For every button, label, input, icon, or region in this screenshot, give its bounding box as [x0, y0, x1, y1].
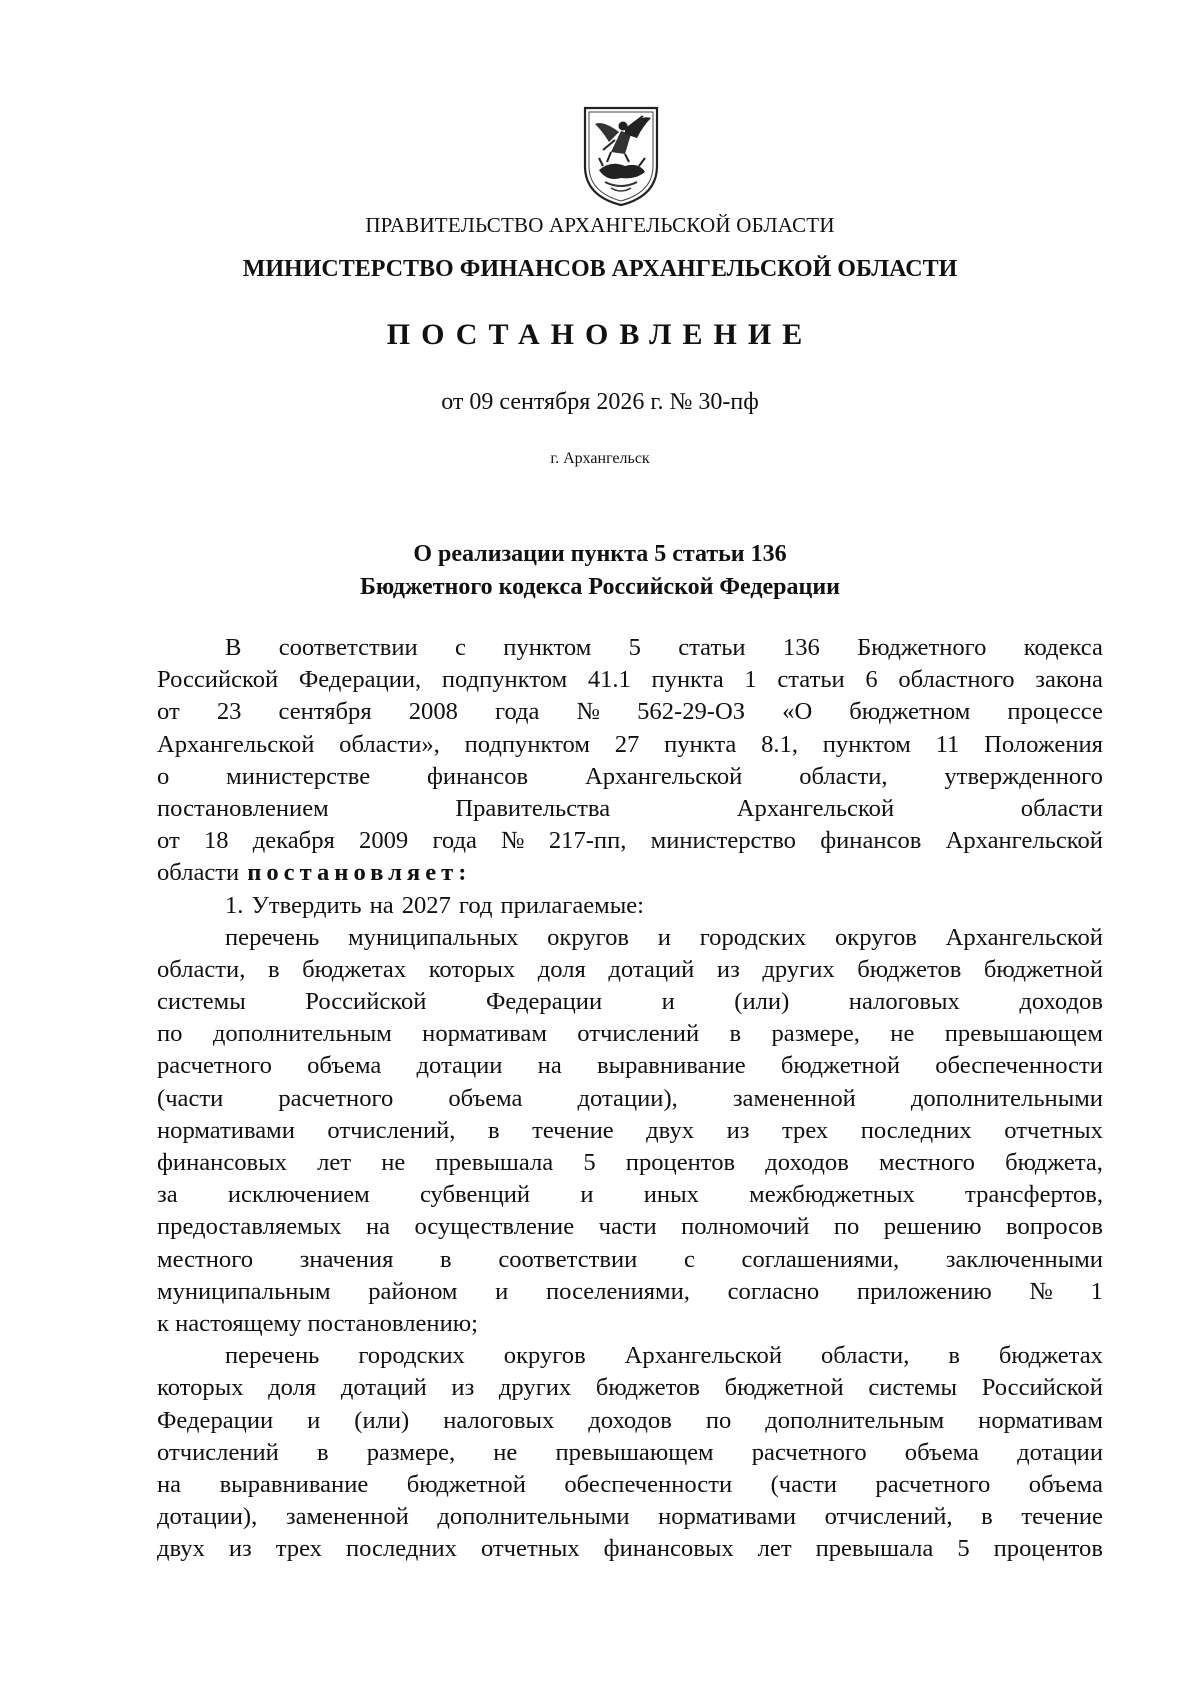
body-word: областного [898, 666, 1015, 694]
body-word: доля [268, 1374, 317, 1402]
body-word: постановлением [157, 794, 329, 822]
body-word: замененной [732, 1084, 856, 1112]
body-word: других [498, 1374, 572, 1402]
body-word: из [451, 1374, 475, 1402]
body-word: Архангельской [624, 1342, 783, 1370]
body-word: 8.1, [761, 730, 798, 758]
body-word: статьи [678, 634, 746, 661]
body-word: соответствии [498, 1245, 638, 1273]
body-word: области, [820, 1342, 910, 1370]
body-line [157, 632, 1103, 664]
body-word: не [890, 1020, 915, 1048]
body-word: трансфертов, [965, 1181, 1103, 1209]
body-word: отчислений, [824, 1503, 953, 1531]
body-word: Бюджетного [857, 634, 987, 661]
body-word: перечень [225, 923, 320, 951]
body-word: налоговых [443, 1406, 555, 1434]
body-line [157, 954, 1103, 986]
document-type: ПОСТАНОВЛЕНИЕ [386, 318, 814, 351]
body-word: Федерации [485, 988, 603, 1016]
body-word: 2009 [359, 827, 409, 855]
body-word: Архангельской [945, 923, 1103, 951]
body-word: № [501, 827, 525, 855]
body-word: 23 [216, 698, 242, 726]
body-word: двух [646, 1116, 695, 1144]
body-word: городских [358, 1342, 465, 1370]
body-word: округов [834, 923, 917, 951]
body-word: отчетных [480, 1535, 580, 1563]
body-word: дотаций [340, 1374, 427, 1402]
body-word: 1 [744, 666, 757, 694]
body-word: которых [157, 1374, 244, 1402]
body-line [157, 1147, 1103, 1179]
body-word: в [440, 1245, 452, 1273]
body-word: бюджетной [724, 1374, 844, 1402]
body-word: размере, [771, 1020, 860, 1048]
body-word: сентября [278, 698, 372, 726]
body-word: осуществление [414, 1213, 575, 1241]
body-word: Архангельской [157, 730, 315, 758]
body-word: нормативами [658, 1503, 796, 1531]
body-word: Утвердить [251, 891, 362, 919]
body-word: года [494, 698, 540, 726]
body-word: нормативам [422, 1020, 547, 1048]
body-word: бюджетов [857, 955, 962, 983]
body-word: на [369, 891, 394, 919]
body-word: на [157, 1470, 182, 1498]
body-word: бюджетной [780, 1052, 901, 1080]
body-word: бюджетов [595, 1374, 700, 1402]
body-word: области», [339, 730, 440, 758]
body-word: выравнивание [219, 1470, 369, 1498]
body-word: за [157, 1181, 178, 1209]
body-word: отчетных [1004, 1116, 1103, 1144]
body-word: 217-пп, [548, 827, 627, 855]
body-line [157, 1211, 1103, 1243]
body-word: подпунктом [464, 730, 590, 758]
body-word: финансов [820, 827, 922, 855]
body-word: в [267, 955, 280, 983]
body-word: области [157, 859, 240, 887]
body-word: округов [547, 923, 630, 951]
body-line [157, 1340, 1103, 1372]
body-line [157, 986, 1103, 1018]
body-line [157, 1115, 1103, 1147]
body-word: превышающем [555, 1438, 714, 1466]
body-word: года [432, 827, 477, 855]
body-word: из [228, 1535, 252, 1563]
body-word: 562-29-ОЗ [637, 698, 746, 726]
body-word: министерство [650, 827, 796, 855]
body-line [157, 1179, 1103, 1211]
body-word: дотаций [608, 955, 695, 983]
body-line [157, 1083, 1103, 1115]
body-word: о [157, 762, 170, 790]
body-word: значения [299, 1245, 394, 1273]
body-word: от [157, 698, 180, 726]
body-word: процентов [993, 1535, 1103, 1563]
body-line [157, 825, 1103, 857]
body-word: 136 [782, 634, 820, 661]
body-word: № [576, 698, 601, 726]
body-word: «О [782, 698, 813, 726]
body-word: дополнительным [212, 1020, 392, 1048]
body-word: доходов [1019, 988, 1103, 1016]
body-line [157, 1533, 1103, 1565]
body-word: (или) [734, 988, 790, 1016]
body-word: Правительства [455, 794, 611, 822]
body-line [157, 1372, 1103, 1404]
body-word: течение [532, 1116, 614, 1144]
body-line [157, 922, 1103, 954]
body-word: год [458, 891, 493, 919]
body-line [157, 729, 1103, 761]
body-word: других [762, 955, 835, 983]
body-word: которых [428, 955, 516, 983]
subject-line-1: О реализации пункта 5 статьи 136 [413, 541, 787, 567]
body-word: процессе [1007, 698, 1103, 726]
body-word: соглашениями, [741, 1245, 900, 1273]
body-word: № [1029, 1277, 1053, 1305]
body-word: системы [157, 988, 246, 1016]
body-word: расчетного [157, 1052, 272, 1080]
body-line [157, 664, 1103, 696]
body-word: бюджетах [302, 955, 407, 983]
body-word: трех [275, 1535, 322, 1563]
subject-line-2: Бюджетного кодекса Российской Федерации [359, 574, 840, 600]
body-word: в [487, 1116, 500, 1144]
body-word: Российской [157, 666, 279, 694]
body-word: размере, [366, 1438, 456, 1466]
body-word: бюджета, [1005, 1149, 1103, 1176]
body-word: в [948, 1342, 960, 1370]
body-word: 41.1 [587, 666, 631, 694]
body-word: пунктом [503, 634, 592, 661]
body-word: 1 [1090, 1277, 1103, 1305]
body-word: пункта [664, 730, 737, 758]
body-line [157, 1276, 1103, 1308]
body-word: финансов [426, 762, 529, 790]
document-city: г. Архангельск [550, 450, 650, 467]
body-word: лет [317, 1149, 352, 1176]
body-word: двух [157, 1535, 205, 1563]
body-word: от [157, 827, 180, 855]
body-word: муниципальных [348, 923, 519, 951]
body-line [157, 1018, 1103, 1050]
document-body [157, 632, 1103, 1565]
body-word: муниципальным [157, 1277, 331, 1305]
body-word: пункта [651, 666, 724, 694]
body-word: 1. [225, 891, 244, 919]
body-word: процентов [625, 1149, 736, 1176]
body-word: кодекса [1023, 634, 1103, 661]
body-word: к настоящему постановлению; [157, 1309, 478, 1337]
body-word: последних [345, 1535, 457, 1563]
body-line [157, 1308, 1103, 1340]
body-word: с [455, 634, 466, 661]
body-word: по [833, 1213, 860, 1241]
body-word: дотации [1017, 1438, 1103, 1466]
body-word: нормативам [978, 1406, 1103, 1434]
body-word: лет [757, 1535, 792, 1563]
body-word: и [661, 988, 675, 1016]
body-word: согласно [727, 1277, 820, 1305]
body-word: области, [799, 762, 888, 790]
body-word: с [683, 1245, 695, 1273]
body-word: расчетного [751, 1438, 867, 1466]
body-word: иных [643, 1181, 699, 1209]
body-word: Архангельской [736, 794, 895, 822]
body-word: превышающем [944, 1020, 1103, 1048]
body-word: на [537, 1052, 562, 1080]
document-date-number: от 09 сентября 2026 г. № 30-пф [441, 389, 759, 415]
body-word: области, [157, 955, 246, 983]
body-word: 5 [628, 634, 641, 661]
body-word: расчетного [278, 1084, 394, 1112]
decree-word: постановляет: [247, 859, 472, 887]
body-word: отчислений, [327, 1116, 456, 1144]
body-word: объема [448, 1084, 523, 1112]
body-word: округов [503, 1342, 586, 1370]
body-word: не [493, 1438, 518, 1466]
body-line [157, 1501, 1103, 1533]
body-word: налоговых [848, 988, 960, 1016]
body-word: заключенными [945, 1245, 1103, 1273]
body-word: решению [883, 1213, 982, 1241]
body-word: из [726, 1116, 750, 1144]
body-word: полномочий [681, 1213, 810, 1241]
body-word: течение [1021, 1503, 1103, 1531]
body-word: В [225, 634, 242, 661]
body-word: отчислений [577, 1020, 700, 1048]
body-word: соответствии [278, 634, 418, 661]
body-word: Архангельской [584, 762, 743, 790]
body-line [157, 1244, 1103, 1276]
body-word: министерстве [226, 762, 371, 790]
body-word: замененной [285, 1503, 409, 1531]
body-word: подпунктом [441, 666, 568, 694]
body-word: дотации [416, 1052, 503, 1080]
coat-of-arms-icon [581, 104, 661, 208]
body-word: Российской [981, 1374, 1103, 1402]
body-word: 2008 [408, 698, 458, 726]
body-line [157, 793, 1103, 825]
body-word: части [598, 1213, 657, 1241]
body-word: объема [904, 1438, 979, 1466]
body-word: отчислений [157, 1438, 279, 1466]
body-word: прилагаемые: [500, 891, 645, 919]
body-word: районом [368, 1277, 458, 1305]
body-line [157, 761, 1103, 793]
body-word: городских [699, 923, 807, 951]
body-word: объема [307, 1052, 382, 1080]
body-word: (части [770, 1470, 837, 1498]
body-word: в [316, 1438, 329, 1466]
body-word: 6 [865, 666, 878, 694]
body-line [157, 1405, 1103, 1437]
body-word: обеспеченности [935, 1052, 1103, 1080]
body-line [157, 857, 1103, 889]
body-word: и [657, 923, 671, 951]
body-word: предоставляемых [157, 1213, 342, 1241]
body-word: в [981, 1503, 993, 1531]
body-word: финансовых [157, 1149, 287, 1176]
body-word: дополнительными [910, 1084, 1103, 1112]
body-word: местного [157, 1245, 253, 1273]
body-word: пунктом [822, 730, 911, 758]
body-word: 11 [935, 730, 960, 758]
document-subject [0, 538, 1200, 604]
ministry-title: МИНИСТЕРСТВО ФИНАНСОВ АРХАНГЕЛЬСКОЙ ОБЛАСТИ [242, 256, 958, 282]
body-word: выравнивание [596, 1052, 746, 1080]
body-word: и [580, 1181, 594, 1209]
body-word: и [307, 1406, 321, 1434]
body-word: области [1020, 794, 1103, 822]
body-word: финансовых [603, 1535, 734, 1563]
body-word: исключением [227, 1181, 370, 1209]
body-word: расчетного [875, 1470, 991, 1498]
body-line [157, 890, 1103, 922]
body-word: объема [1028, 1470, 1103, 1498]
body-word: трех [781, 1116, 829, 1144]
body-word: Федерации [157, 1406, 274, 1434]
body-word: доходов [588, 1406, 672, 1434]
body-line [157, 1469, 1103, 1501]
body-word: закона [1035, 666, 1103, 694]
body-word: Российской [305, 988, 427, 1016]
body-word: бюджетах [998, 1342, 1103, 1370]
body-word: дотации), [577, 1084, 678, 1112]
body-word: поселениями, [546, 1277, 690, 1305]
body-word: 5 [957, 1535, 970, 1563]
body-word: бюджетной [406, 1470, 526, 1498]
body-line [157, 1437, 1103, 1469]
body-word: Архангельской [945, 827, 1103, 855]
body-word: 2027 [401, 891, 451, 919]
body-word: Федерации, [298, 666, 422, 694]
body-word: 18 [203, 827, 229, 855]
government-title: ПРАВИТЕЛЬСТВО АРХАНГЕЛЬСКОЙ ОБЛАСТИ [365, 213, 835, 237]
body-word: статьи [777, 666, 845, 694]
body-word: 27 [614, 730, 640, 758]
body-word: нормативами [157, 1116, 295, 1144]
body-word: 5 [583, 1149, 596, 1176]
body-word: (части [157, 1084, 224, 1112]
body-line [157, 696, 1103, 728]
body-word: из [716, 955, 740, 983]
body-word: превышала [435, 1149, 554, 1176]
body-word: превышала [815, 1535, 934, 1563]
body-word: обеспеченности [564, 1470, 733, 1498]
body-word: декабря [252, 827, 335, 855]
body-word: Положения [984, 730, 1103, 758]
body-word: бюджетном [849, 698, 971, 726]
body-word: доля [537, 955, 586, 983]
body-word: (или) [354, 1406, 410, 1434]
body-word: последних [860, 1116, 972, 1144]
body-word: не [381, 1149, 406, 1176]
body-word: перечень [225, 1342, 320, 1370]
body-word: и [495, 1277, 509, 1305]
body-word: межбюджетных [749, 1181, 915, 1209]
body-word: дополнительными [437, 1503, 630, 1531]
body-word: по [705, 1406, 732, 1434]
body-word: приложению [856, 1277, 992, 1305]
body-word: утвержденного [944, 762, 1103, 790]
body-word: дотации), [157, 1503, 258, 1531]
body-word: в [729, 1020, 742, 1048]
body-word: по [157, 1020, 183, 1048]
body-word: вопросов [1006, 1213, 1103, 1241]
body-word: системы [868, 1374, 958, 1402]
body-word: бюджетной [983, 955, 1103, 983]
body-word: местного [878, 1149, 975, 1176]
body-word: на [365, 1213, 391, 1241]
body-word: доходов [765, 1149, 849, 1176]
body-word: субвенций [419, 1181, 531, 1209]
body-word: дополнительным [765, 1406, 945, 1434]
body-line [157, 1050, 1103, 1082]
